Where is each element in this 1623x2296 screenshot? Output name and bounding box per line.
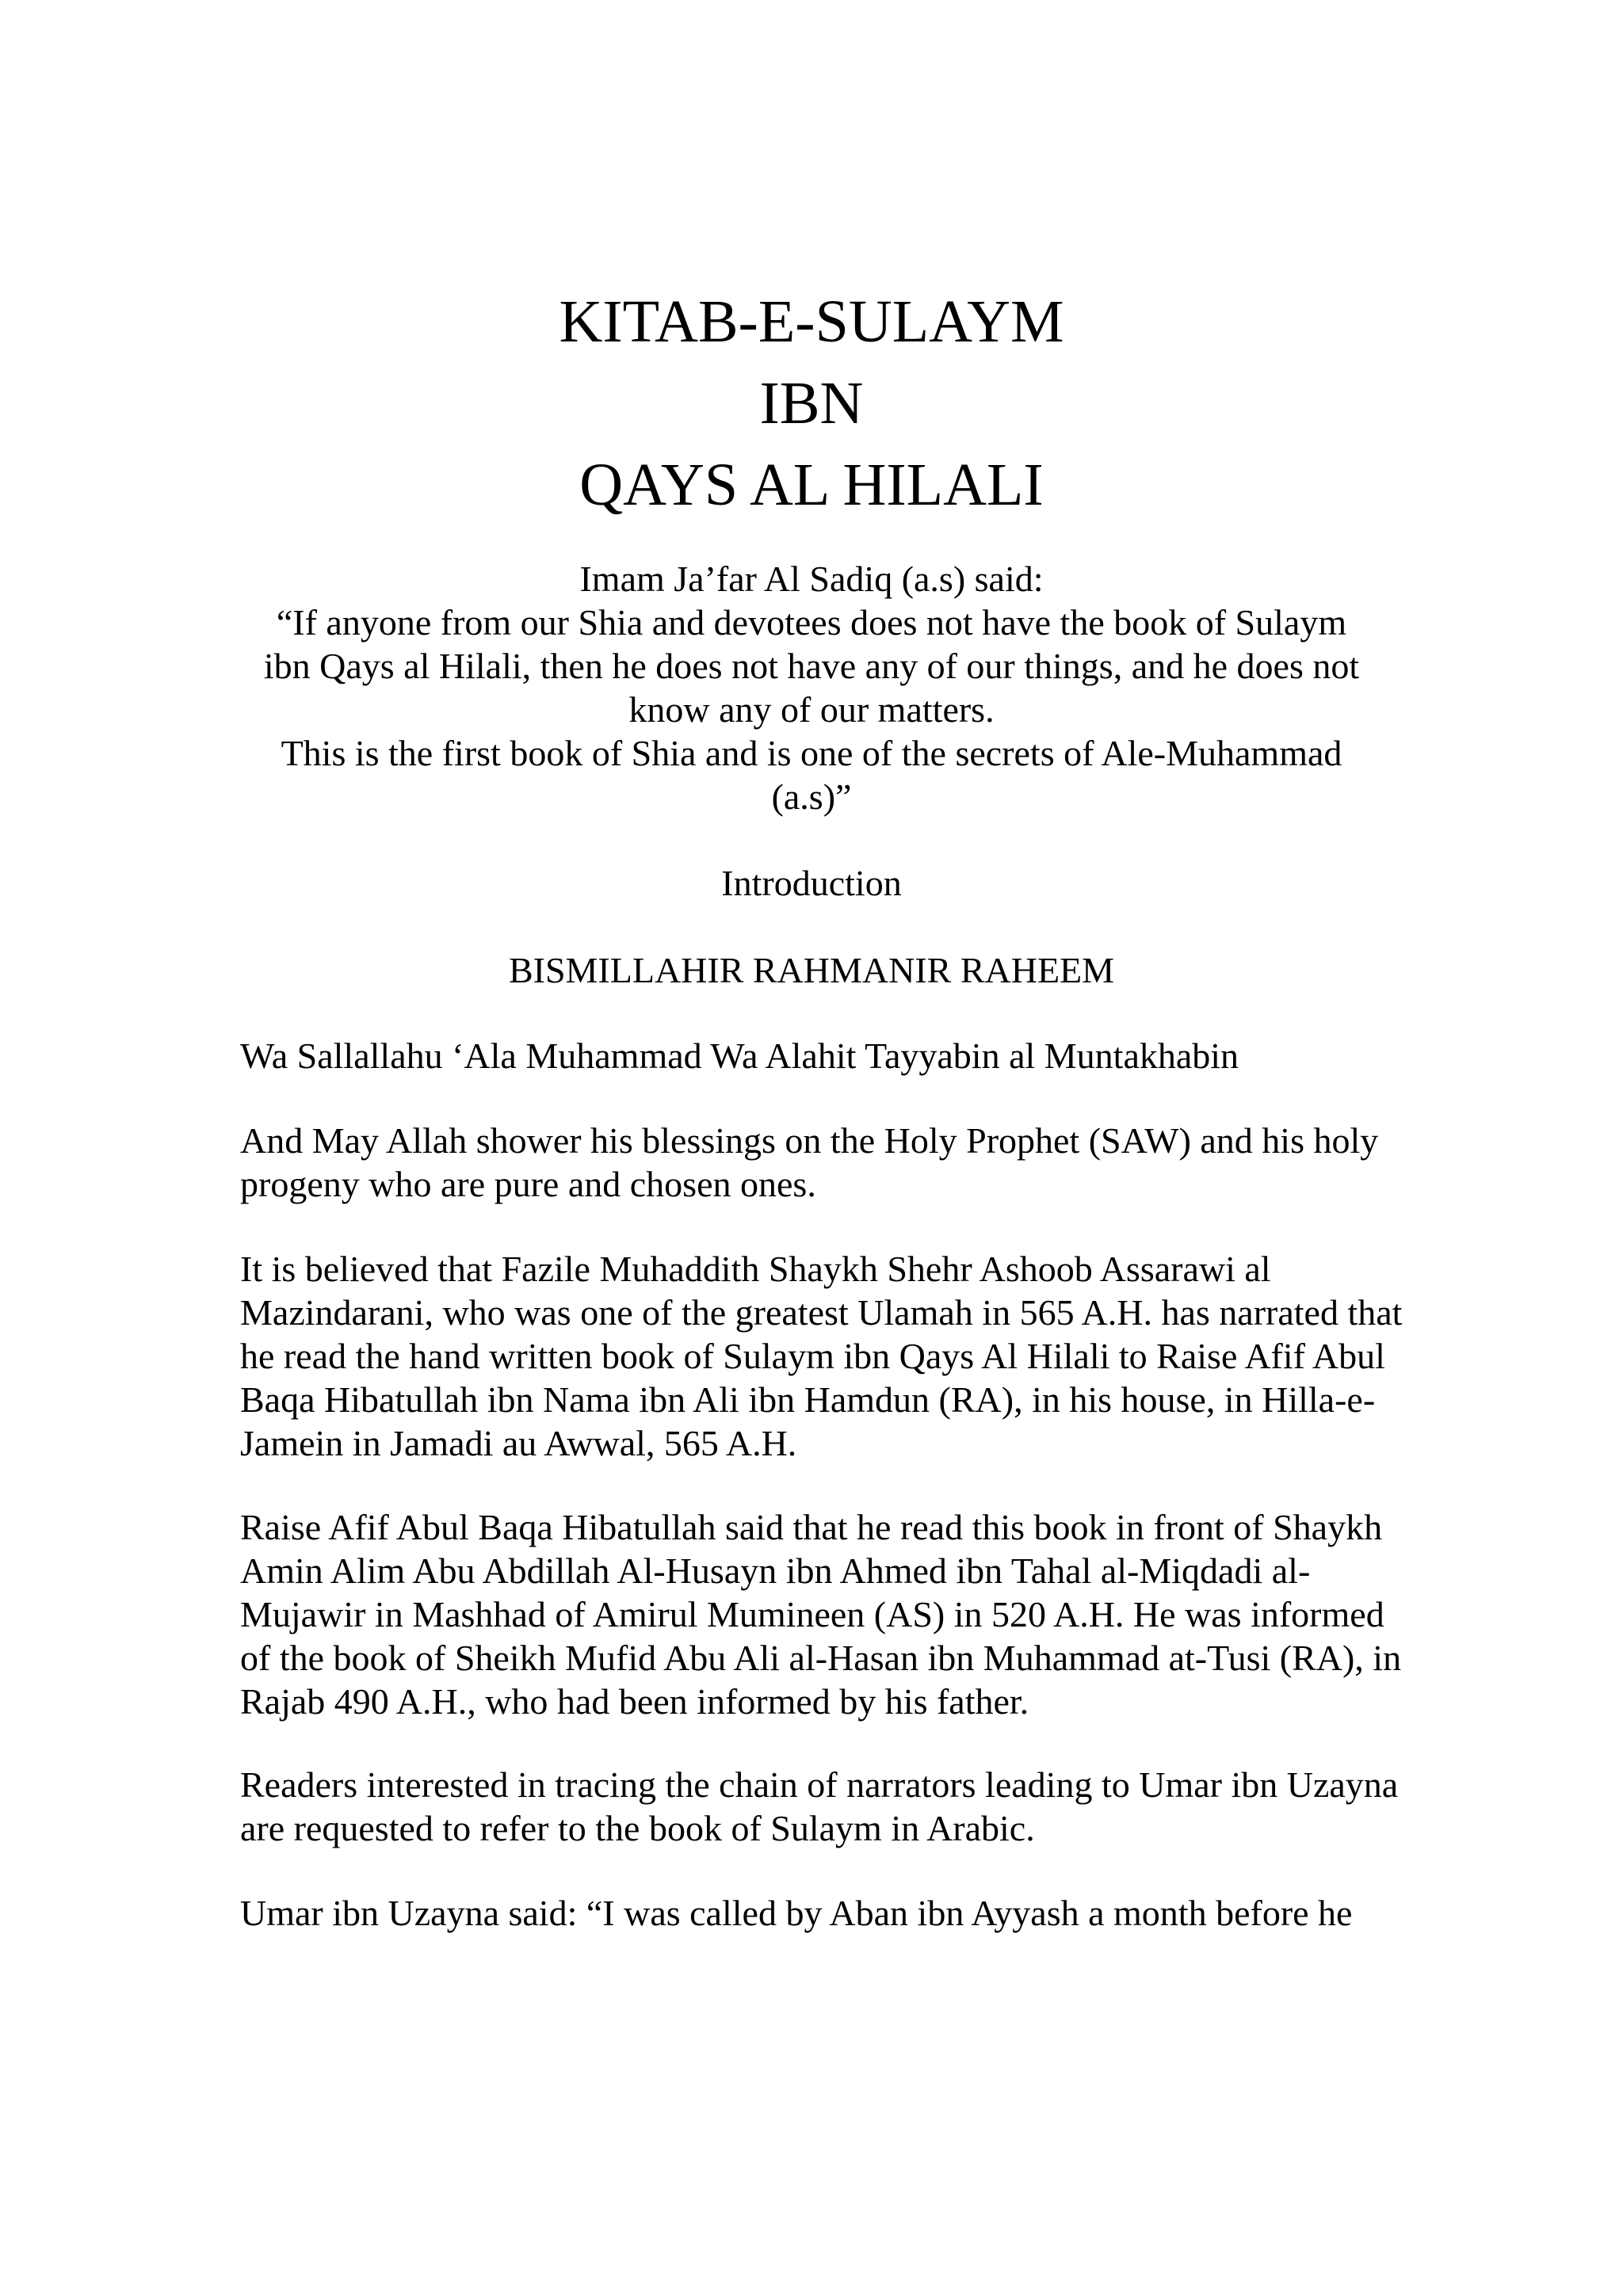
paragraph-umar-ibn-uzayna: Umar ibn Uzayna said: “I was called by Aban ibn Ayyash a month before he: [240, 1893, 1353, 1933]
bismillah-heading: BISMILLAHIR RAHMANIR RAHEEM: [508, 950, 1115, 990]
paragraph-narration-origin: It is believed that Fazile Muhaddith Shaykh Shehr Ashoob Assarawi al Mazindarani, who was one of the greatest Ulamah in 565 A.H. has narrated that he read the hand written book of Sulaym ibn Qays Al Hilali to Raise Afif Abul Baqa Hibatullah ibn Nama ibn Ali ibn Hamdun (RA), in his house, in Hilla-e-Jamein in Jamadi au Awwal, 565 A.H.: [240, 1249, 1403, 1463]
paragraph-readers-note: Readers interested in tracing the chain of narrators leading to Umar ibn Uzayna are requested to refer to the book of Sulaym in Arabic.: [240, 1764, 1399, 1848]
title-line-2: IBN: [759, 370, 864, 437]
paragraph-chain-of-reading: Raise Afif Abul Baqa Hibatullah said that he read this book in front of Shaykh Amin Alim Abu Abdillah Al-Husayn ibn Ahmed ibn Tahal al-Miqdadi al-Mujawir in Mashhad of Amirul Mumineen (AS) in 520 A.H. He was informed of the book of Sheikh Mufid Abu Ali al-Hasan ibn Muhammad at-Tusi (RA), in Rajab 490 A.H., who had been informed by his father.: [240, 1507, 1402, 1722]
title-line-3: QAYS AL HILALI: [579, 452, 1044, 518]
quote-line-5: (a.s)”: [771, 776, 852, 817]
introduction-heading: Introduction: [721, 863, 902, 903]
quote-line-1: “If anyone from our Shia and devotees does not have the book of Sulaym: [276, 602, 1347, 643]
quote-line-2: ibn Qays al Hilali, then he does not have any of our things, and he does not: [263, 646, 1360, 686]
quote-line-3: know any of our matters.: [628, 689, 995, 730]
paragraph-blessings: And May Allah shower his blessings on the Holy Prophet (SAW) and his holy progeny who are pure and chosen ones.: [240, 1120, 1379, 1204]
title-line-1: KITAB-E-SULAYM: [559, 288, 1064, 355]
book-title: [0, 281, 1623, 526]
paragraph-salawat: Wa Sallallahu ‘Ala Muhammad Wa Alahit Tayyabin al Muntakhabin: [240, 1035, 1239, 1076]
quote-attribution: Imam Ja’far Al Sadiq (a.s) said:: [579, 559, 1044, 599]
quote-line-4: This is the first book of Shia and is one of the secrets of Ale-Muhammad: [281, 733, 1342, 773]
imam-quote: [198, 557, 1425, 818]
